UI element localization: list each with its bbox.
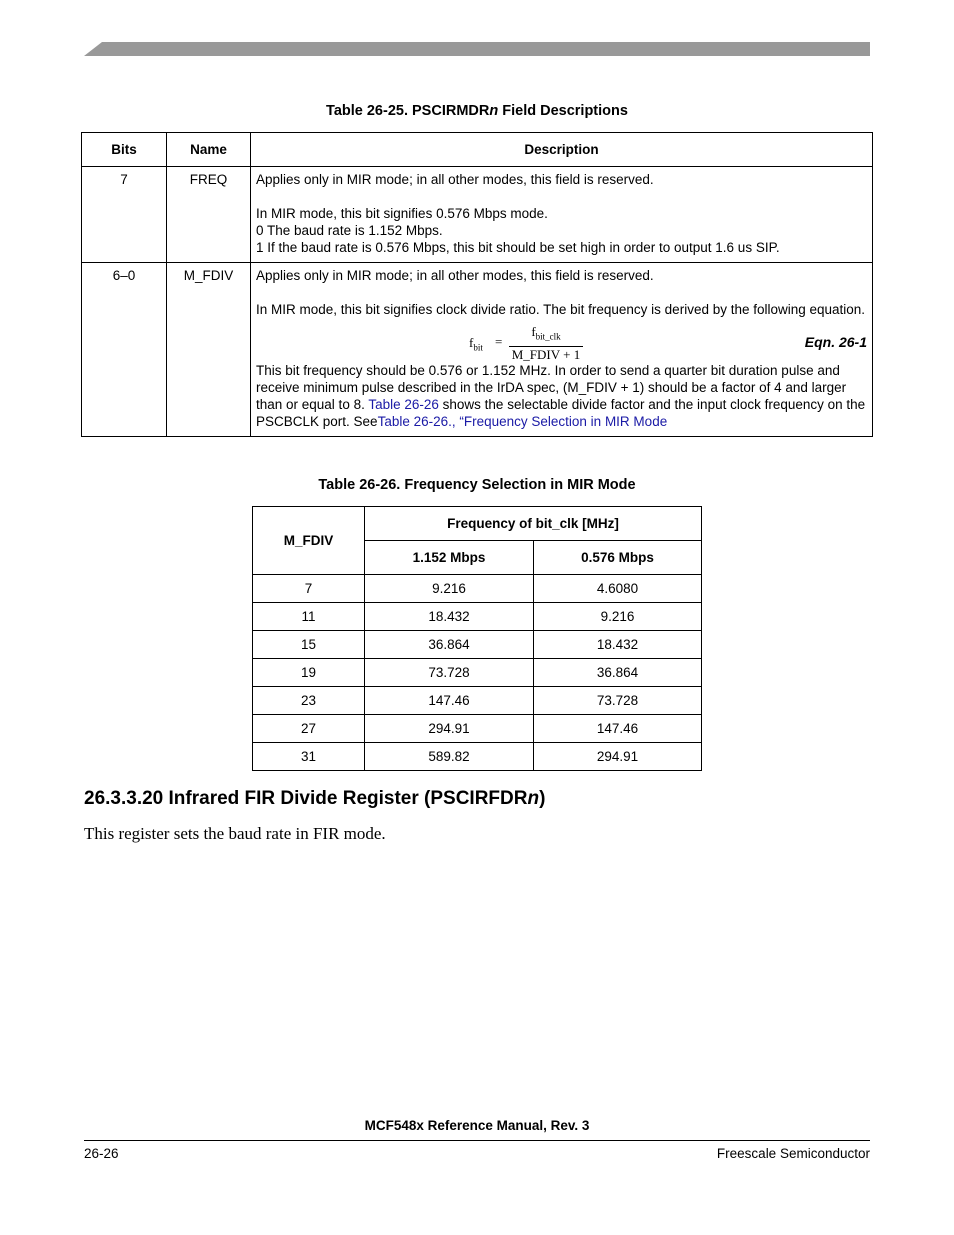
table-cell: 36.864 bbox=[365, 631, 534, 659]
description-text: 0 The baud rate is 1.152 Mbps. bbox=[256, 223, 443, 238]
table-cell: 294.91 bbox=[534, 743, 702, 771]
table-cell: 31 bbox=[253, 743, 365, 771]
page-number: 26-26 bbox=[84, 1146, 119, 1161]
table-link[interactable]: Table 26-26., “Frequency Selection in MIR Mode bbox=[377, 414, 668, 429]
column-header: Description bbox=[251, 133, 873, 167]
column-header: M_FDIV bbox=[253, 507, 365, 575]
table-cell: 589.82 bbox=[365, 743, 534, 771]
table-header-row bbox=[253, 507, 702, 541]
bits-cell: 6–0 bbox=[82, 263, 167, 437]
table-cell: 9.216 bbox=[365, 575, 534, 603]
table-link[interactable]: Table 26-26 bbox=[368, 397, 439, 412]
table-cell: 27 bbox=[253, 715, 365, 743]
column-header: 1.152 Mbps bbox=[365, 541, 534, 575]
table-row bbox=[82, 263, 873, 437]
table-cell: 23 bbox=[253, 687, 365, 715]
table-cell: 36.864 bbox=[534, 659, 702, 687]
footer-company: Freescale Semiconductor bbox=[716, 1146, 870, 1161]
field-descriptions-table bbox=[81, 132, 873, 437]
table-row bbox=[82, 167, 873, 263]
header-bar bbox=[84, 42, 870, 56]
description-text: In MIR mode, this bit signifies 0.576 Mbps mode. bbox=[256, 206, 548, 221]
table-header-row bbox=[82, 133, 873, 167]
name-cell: FREQ bbox=[167, 167, 251, 263]
table-cell: 4.6080 bbox=[534, 575, 702, 603]
table-row bbox=[253, 631, 702, 659]
table-cell: 15 bbox=[253, 631, 365, 659]
table-cell: 11 bbox=[253, 603, 365, 631]
table-row bbox=[253, 687, 702, 715]
frequency-table bbox=[252, 506, 702, 771]
column-header: 0.576 Mbps bbox=[534, 541, 702, 575]
table-row bbox=[253, 603, 702, 631]
column-header: Frequency of bit_clk [MHz] bbox=[365, 507, 702, 541]
table-cell: 7 bbox=[253, 575, 365, 603]
table-row bbox=[253, 575, 702, 603]
table-caption: Table 26-25. PSCIRMDRn Field Descriptions bbox=[326, 103, 628, 119]
description-text: This bit frequency should be 0.576 or 1.152 MHz. In order to send a quarter bit duration pulse and receive minimum pulse described in the IrDA spec, (M_FDIV + 1) should be a factor of 4 and larger than or equal to 8. Table 26-26 shows the selectable divide factor and the input clock frequency on the PSCBCLK port. SeeTable 26-26., “Frequency Selection in MIR Mode bbox=[256, 363, 866, 429]
table-row bbox=[253, 715, 702, 743]
table-cell: 73.728 bbox=[365, 659, 534, 687]
table-cell: 147.46 bbox=[365, 687, 534, 715]
table-row bbox=[253, 659, 702, 687]
table-caption: Table 26-26. Frequency Selection in MIR Mode bbox=[318, 477, 636, 493]
table-cell: 294.91 bbox=[365, 715, 534, 743]
column-header: Bits bbox=[82, 133, 167, 167]
column-header: Name bbox=[167, 133, 251, 167]
name-cell: M_FDIV bbox=[167, 263, 251, 437]
description-text: 1 If the baud rate is 0.576 Mbps, this bit should be set high in order to output 1.6 us SIP. bbox=[256, 240, 780, 255]
footer-divider bbox=[84, 1140, 870, 1141]
description-cell bbox=[251, 167, 873, 263]
table-cell: 147.46 bbox=[534, 715, 702, 743]
table-cell: 9.216 bbox=[534, 603, 702, 631]
bits-cell: 7 bbox=[82, 167, 167, 263]
equation-label: Eqn. 26-1 bbox=[804, 334, 867, 350]
footer-title: MCF548x Reference Manual, Rev. 3 bbox=[364, 1118, 590, 1133]
table-cell: 73.728 bbox=[534, 687, 702, 715]
table-row bbox=[253, 743, 702, 771]
description-text: In MIR mode, this bit signifies clock divide ratio. The bit frequency is derived by the following equation. bbox=[256, 302, 866, 317]
description-cell bbox=[251, 263, 873, 437]
body-paragraph: This register sets the baud rate in FIR mode. bbox=[84, 824, 386, 843]
table-cell: 19 bbox=[253, 659, 365, 687]
description-text: Applies only in MIR mode; in all other modes, this field is reserved. bbox=[256, 268, 654, 283]
section-heading: 26.3.3.20 Infrared FIR Divide Register (PSCIRFDRn) bbox=[84, 788, 546, 809]
table-cell: 18.432 bbox=[365, 603, 534, 631]
equation: $f_{bit}$ = $f_{bit\_clk}$ M_FDIV + 1 Eqn. 26-1 bbox=[469, 324, 867, 362]
description-text: Applies only in MIR mode; in all other modes, this field is reserved. bbox=[256, 172, 654, 187]
table-cell: 18.432 bbox=[534, 631, 702, 659]
